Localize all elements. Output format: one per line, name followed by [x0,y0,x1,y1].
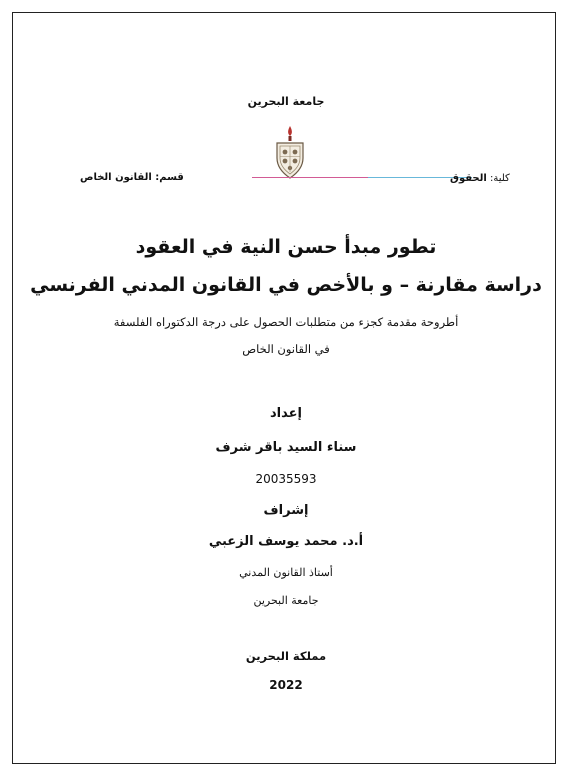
department-field [80,172,184,183]
supervisor-name: أ.د. محمد يوسف الزعبي [208,534,364,549]
degree-statement: أطروحة مقدمة كجزء من متطلبات الحصول على درجة الدكتوراه الفلسفة [113,315,459,329]
university-name: جامعة البحرين [247,95,325,108]
publication-year: 2022 [269,678,303,692]
supervisor-title: أستاذ القانون المدني [239,566,333,579]
thesis-title: تطور مبدأ حسن النية في العقود [135,236,437,258]
country-name: مملكة البحرين [245,649,327,663]
college-field [450,173,510,184]
supervision-label: إشراف [263,503,309,518]
department-label: قسم: [155,172,184,183]
supervisor-university: جامعة البحرين [253,594,319,607]
author-name: سناء السيد باقر شرف [215,440,357,455]
degree-field: في القانون الخاص [242,342,330,356]
thesis-subtitle-title: دراسة مقارنة – و بالأخص في القانون المدني الفرنسي [30,274,542,296]
college-label: كلية: [489,173,510,184]
college-value: الحقوق [450,173,487,184]
student-id: 20035593 [255,472,317,486]
header-rule-left [252,177,370,178]
department-value: القانون الخاص [80,172,152,183]
preparation-label: إعداد [270,406,302,421]
university-crest-icon [272,124,308,180]
